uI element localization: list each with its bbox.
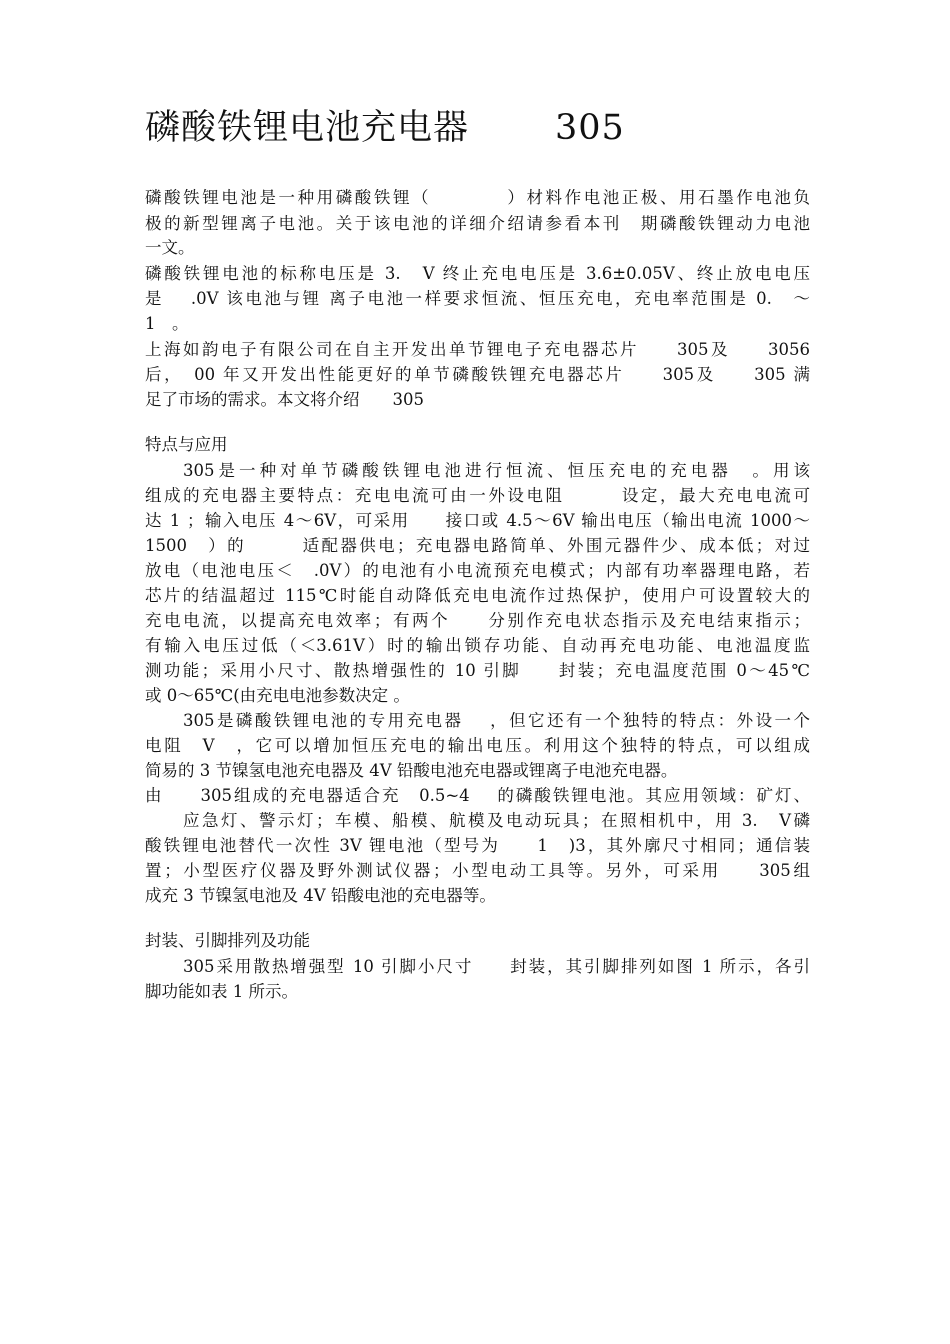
intro-line: 磷酸铁锂电池是一种用磷酸铁锂（ ）材料作电池正极、用石墨作电池负 <box>145 188 810 207</box>
intro-line: 磷酸铁锂电池的标称电压是 3. V 终止充电电压是 3.6±0.05V、终止放电电压 <box>145 264 810 283</box>
section1-line: 测功能；采用小尺寸、散热增强性的 10 引脚 封装；充电温度范围 0～45℃ <box>145 661 810 680</box>
intro-line: 上海如韵电子有限公司在自主开发出单节锂电子充电器芯片 305及 3056 <box>145 340 810 359</box>
section1-line: 芯片的结温超过 115℃时能自动降低充电电流作过热保护，使用户可设置较大的 <box>145 586 810 605</box>
section1-line: 组成的充电器主要特点：充电电流可由一外设电阻 设定，最大充电电流可 <box>145 486 810 505</box>
section1-line: 应急灯、警示灯；车模、船模、航模及电动玩具；在照相机中，用 3. V磷 <box>183 811 810 830</box>
title-text: 磷酸铁锂电池充电器 <box>145 108 470 148</box>
intro-line: 一文。 <box>145 238 195 257</box>
section2-line: 305采用散热增强型 10 引脚小尺寸 封装，其引脚排列如图 1 所示，各引 <box>183 957 810 976</box>
section1-line: 有输入电压过低（＜3.61V）时的输出锁存功能、自动再充电功能、电池温度监 <box>145 636 810 655</box>
document-title <box>145 100 625 150</box>
section1-line: 305是磷酸铁锂电池的专用充电器 ，但它还有一个独特的特点：外设一个 <box>183 711 810 730</box>
section1-line: 达 1 ；输入电压 4～6V，可采用 接口或 4.5～6V 输出电压（输出电流 1000～ <box>145 511 810 530</box>
section1-line: 或 0～65℃(由充电电池参数决定 。 <box>145 686 410 705</box>
section1-line: 充电电流，以提高充电效率；有两个 分别作充电状态指示及充电结束指示； <box>145 611 810 630</box>
intro-line: 1 。 <box>145 314 189 333</box>
section2-line: 脚功能如表 1 所示。 <box>145 982 298 1001</box>
section1-line: 简易的 3 节镍氢电池充电器及 4V 铅酸电池充电器或锂离子电池充电器。 <box>145 761 678 780</box>
section1-line: 1500 ）的 适配器供电；充电器电路简单、外围元器件少、成本低；对过 <box>145 536 810 555</box>
title-number: 305 <box>555 108 625 148</box>
section1-line: 305是一种对单节磷酸铁锂电池进行恒流、恒压充电的充电器 。用该 <box>183 461 810 480</box>
intro-line: 极的新型锂离子电池。关于该电池的详细介绍请参看本刊 期磷酸铁锂动力电池 <box>145 214 810 233</box>
section1-line: 成充 3 节镍氢电池及 4V 铅酸电池的充电器等。 <box>145 886 496 905</box>
intro-line: 是 .0V 该电池与锂 离子电池一样要求恒流、恒压充电，充电率范围是 0. ～ <box>145 289 810 308</box>
section-heading-features: 特点与应用 <box>145 435 228 454</box>
section-heading-package: 封装、引脚排列及功能 <box>145 931 310 950</box>
section1-line: 置；小型医疗仪器及野外测试仪器；小型电动工具等。另外，可采用 305组 <box>145 861 810 880</box>
section1-line: 由 305组成的充电器适合充 0.5~4 的磷酸铁锂电池。其应用领域：矿灯、 <box>145 786 810 805</box>
intro-line: 后， 00 年又开发出性能更好的单节磷酸铁锂充电器芯片 305及 305 满 <box>145 365 810 384</box>
intro-line: 足了市场的需求。本文将介绍 305 <box>145 390 424 409</box>
section1-line: 酸铁锂电池替代一次性 3V 锂电池（型号为 1 )3，其外廓尺寸相同；通信装 <box>145 836 810 855</box>
section1-line: 放电（电池电压＜ .0V）的电池有小电流预充电模式；内部有功率器理电路，若 <box>145 561 810 580</box>
section1-line: 电阻 V ，它可以增加恒压充电的输出电压。利用这个独特的特点，可以组成 <box>145 736 810 755</box>
